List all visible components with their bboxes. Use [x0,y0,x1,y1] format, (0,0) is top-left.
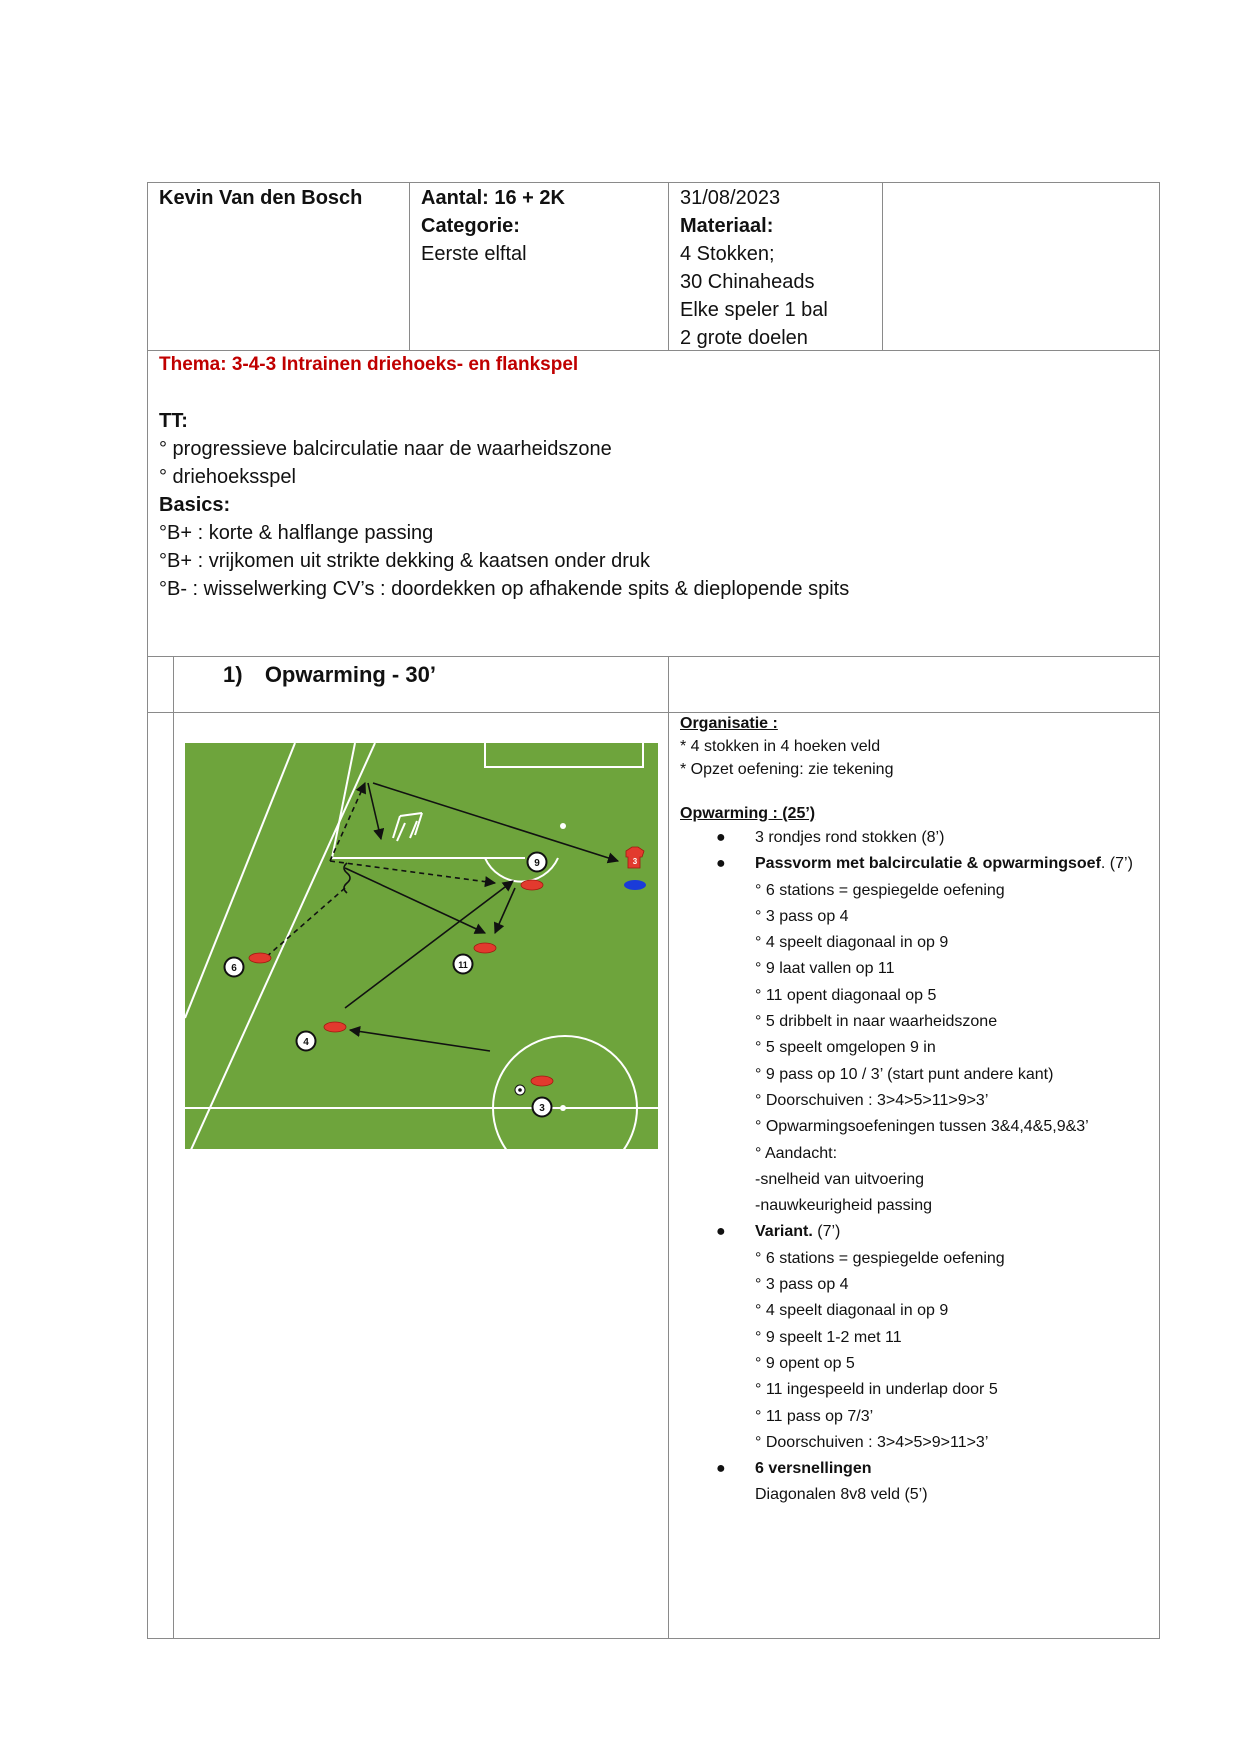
table-line [147,656,1160,657]
section-heading [223,660,436,690]
center-spot [560,1105,566,1111]
sub-item: ° 6 stations = gespiegelde oefening [755,881,1005,899]
sub-item: ° 3 pass op 4 [755,907,849,925]
sub-item: ° 9 pass op 10 / 3’ (start punt andere kant) [755,1065,1054,1083]
tt-label: TT: [159,410,188,432]
sub-item: ° Doorschuiven : 3>4>5>11>9>3’ [755,1091,989,1109]
player-marker [533,1098,552,1117]
sub-item: ° 5 dribbelt in naar waarheidszone [755,1013,998,1031]
table-line [668,656,669,1639]
table-line [409,182,410,350]
player-number: 9 [534,858,540,869]
player-number: 11 [458,960,468,970]
tt-item: ° progressieve balcirculatie naar de waarheidszone [159,438,612,460]
blue-cone [624,880,646,890]
exercise-diagram [185,743,658,1149]
bullet-item: ● 6 versnellingen [716,1460,872,1478]
sub-item: ° 3 pass op 4 [755,1276,849,1294]
sub-item: ° 6 stations = gespiegelde oefening [755,1249,1005,1267]
categorie-value: Eerste elftal [421,243,527,265]
table-line [1159,182,1160,1639]
sub-item: -nauwkeurigheid passing [755,1197,932,1215]
materiaal-item: 30 Chinaheads [680,271,815,293]
table-line [668,182,669,350]
materiaal-item: 2 grote doelen [680,327,808,349]
player-marker [528,853,547,872]
material-info [680,184,828,352]
sub-item: ° 9 laat vallen op 11 [755,960,895,978]
organisatie-line: * 4 stokken in 4 hoeken veld [680,738,881,755]
table-line [173,656,174,1639]
sub-item: ° 11 ingespeeld in underlap door 5 [755,1381,998,1399]
bullet-text-bold: Passvorm met balcirculatie & opwarmingsoef [755,855,1101,873]
sub-item: -snelheid van uitvoering [755,1170,924,1188]
basics-item: °B- : wisselwerking CV’s : doordekken op afhakende spits & dieplopende spits [159,578,850,600]
field [185,743,658,1149]
player-number: 6 [231,963,237,974]
instructions [680,713,1150,1509]
date: 31/08/2023 [680,187,781,209]
theme-block [159,351,849,603]
bullet-text-bold: Variant. [755,1223,813,1241]
bullet-text: . (7’) [1100,855,1133,873]
sub-item: ° Opwarmingsoefeningen tussen 3&4,4&5,9&3’ [755,1118,1089,1136]
theme-title: Thema: 3-4-3 Intrainen driehoeks- en flankspel [159,354,579,375]
sub-item: ° 9 opent op 5 [755,1354,855,1372]
sub-item: ° 5 speelt omgelopen 9 in [755,1039,936,1057]
basics-label: Basics: [159,494,231,516]
materiaal-item: 4 Stokken; [680,243,775,265]
bullet-item: ● Variant. (7’) [716,1223,841,1241]
bullet-item: ● 3 rondjes rond stokken (8’) [716,829,945,846]
organisatie-line: * Opzet oefening: zie tekening [680,761,894,778]
materiaal-label: Materiaal: [680,215,774,237]
bullet-text: 3 rondjes rond stokken (8’) [755,829,945,846]
section-title: Opwarming - 30’ [264,662,436,687]
group-info [421,184,565,268]
table-line [147,1638,1160,1639]
player-number: 4 [303,1037,309,1048]
table-line [882,182,883,350]
sub-item: ° 4 speelt diagonaal in op 9 [755,1302,949,1320]
basics-item: °B+ : vrijkomen uit strikte dekking & kaatsen onder druk [159,550,651,572]
player-number: 3 [632,857,638,866]
bullet-list [680,825,1150,1509]
opwarming-label: Opwarming : (25’) [680,805,816,822]
player-marker [297,1032,316,1051]
tt-item: ° driehoeksspel [159,466,296,488]
sub-item: ° Aandacht: [755,1144,838,1162]
sub-item: ° Doorschuiven : 3>4>5>9>11>3’ [755,1433,989,1451]
sub-item: ° 11 opent diagonaal op 5 [755,986,937,1004]
materiaal-item: Elke speler 1 bal [680,299,828,321]
bullet-text: (7’) [812,1223,841,1241]
bullet-text-bold: 6 versnellingen [755,1460,872,1478]
sub-item: ° 9 speelt 1-2 met 11 [755,1328,902,1346]
player-marker [225,958,244,977]
aantal: Aantal: 16 + 2K [421,187,565,209]
table-line [147,182,148,1639]
sub-item: ° 11 pass op 7/3’ [755,1407,874,1425]
bullet-item: ● Passvorm met balcirculatie & opwarmingsoef. (7’) [716,855,1133,873]
player-number: 3 [539,1103,545,1114]
sub-item: Diagonalen 8v8 veld (5’) [755,1486,928,1504]
categorie-label: Categorie: [421,215,520,237]
sub-item: ° 4 speelt diagonaal in op 9 [755,934,949,952]
penalty-spot [560,823,566,829]
coach-name: Kevin Van den Bosch [159,187,363,209]
player-marker [454,955,473,974]
basics-item: °B+ : korte & halflange passing [159,522,434,544]
organisatie-label: Organisatie : [680,715,778,732]
section-number: 1) [223,662,243,687]
ball-icon [515,1085,525,1095]
table-line [147,182,1160,183]
